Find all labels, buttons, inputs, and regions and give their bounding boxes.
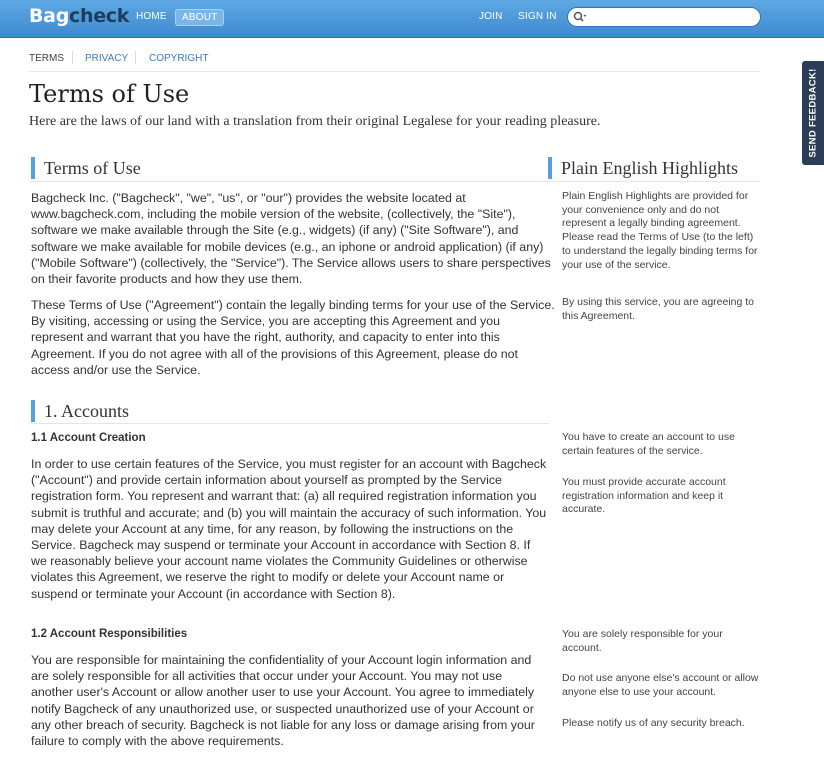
intro-paragraph: Bagcheck Inc. ("Bagcheck", "we", "us", or "our") provides the website located at www.bagcheck.com, including the mobile version of the website, (collectively, the "Site"), software we make available through the Site (e.g., widgets) (if any) ("Site Software"), and software we make available for mobile devices (e.g., an iphone or android application) (if any) ("Mobile Software") (collectively, the "Service"). The Service allows users to share perspectives on their favorite products and how they use them. [31,191,551,287]
nav-join-link[interactable]: JOIN [479,11,503,22]
agreement-paragraph: These Terms of Use ("Agreement") contain the legally binding terms for your use of the Service. By visiting, accessing or using the Service, you are accepting this Agreement and you represent and warrant that you have the right, authority, and capacity to enter into this Agreement. If you do not agree with all of the provisions of this Agreement, please do not access and/or use the Service. [31,298,555,377]
highlight-note: Please notify us of any security breach. [562,717,745,729]
subnav-divider [72,51,73,64]
subnav-terms-link[interactable]: TERMS [29,53,64,64]
accounts-section-heading: 1. Accounts [31,400,129,422]
page-title: Terms of Use [29,80,190,108]
highlight-note: Plain English Highlights are provided for your convenience only and do not represent a legally binding agreement. Please read the Terms of Use (to the left) to understand the legally binding terms for your use of the service. [562,190,758,271]
search-input[interactable] [590,10,754,24]
highlight-note: Do not use anyone else's account or allow anyone else to use your account. [562,672,759,698]
account-responsibilities-subheading: 1.2 Account Responsibilities [31,628,188,640]
send-feedback-label: SEND FEEDBACK! [807,68,819,158]
search-icon[interactable] [573,11,587,23]
highlight-note: You are solely responsible for your account. [562,628,723,654]
send-feedback-tab[interactable] [802,61,824,165]
highlight-note: You have to create an account to use certain features of the service. [562,431,735,457]
search-box[interactable] [567,7,761,27]
subnav-privacy-link[interactable]: PRIVACY [85,53,129,64]
account-creation-subheading: 1.1 Account Creation [31,432,146,444]
account-creation-paragraph: In order to use certain features of the Service, you must register for an account with Bagcheck ("Account") and provide certain information about yourself as prompted by the Service registration form. You represent and warrant that: (a) all required registration information you submit is truthful and accurate; and (b) you will maintain the accuracy of such information. You may delete your Account at any time, for any reason, by following the instructions on the Service. Bagcheck may suspend or terminate your Account in accordance with Section 8. If we reasonably believe your account name violates the Community Guidelines or otherwise violates this Agreement, we reserve the right to modify or delete your Account name or suspend or terminate your Account (in accordance with Section 8). [31,457,547,601]
section-divider [31,423,549,424]
highlight-note: By using this service, you are agreeing to this Agreement. [562,296,755,322]
sub-navigation [29,48,760,72]
section-divider [31,181,549,182]
logo-text-light: Bag [29,5,70,27]
logo-text-dark: check [69,5,130,27]
top-bar [0,0,824,38]
terms-section-heading: Terms of Use [31,157,141,179]
subnav-copyright-link[interactable]: COPYRIGHT [149,53,209,64]
page-subtitle: Here are the laws of our land with a translation from their original Legalese for your reading pleasure. [29,114,601,129]
bagcheck-logo[interactable] [29,5,129,27]
nav-home-link[interactable]: HOME [136,11,167,22]
account-responsibilities-paragraph: You are responsible for maintaining the confidentiality of your Account login information and are solely responsible for all activities that occur under your Account. You may not use another user's Account or allow another user to use your Account. You agree to immediately notify Bagcheck of any unauthorized use, or suspected unauthorized use of your Account or any other breach of security. Bagcheck is not liable for any loss or damage arising from your failure to comply with the above requirements. [31,653,535,749]
nav-signin-link[interactable]: SIGN IN [518,11,557,22]
subnav-divider [135,51,136,64]
nav-about-link[interactable]: ABOUT [175,9,224,26]
section-divider [548,181,760,182]
highlight-note: You must provide accurate account registration information and keep it accurate. [562,476,726,516]
plain-english-heading: Plain English Highlights [548,157,738,179]
